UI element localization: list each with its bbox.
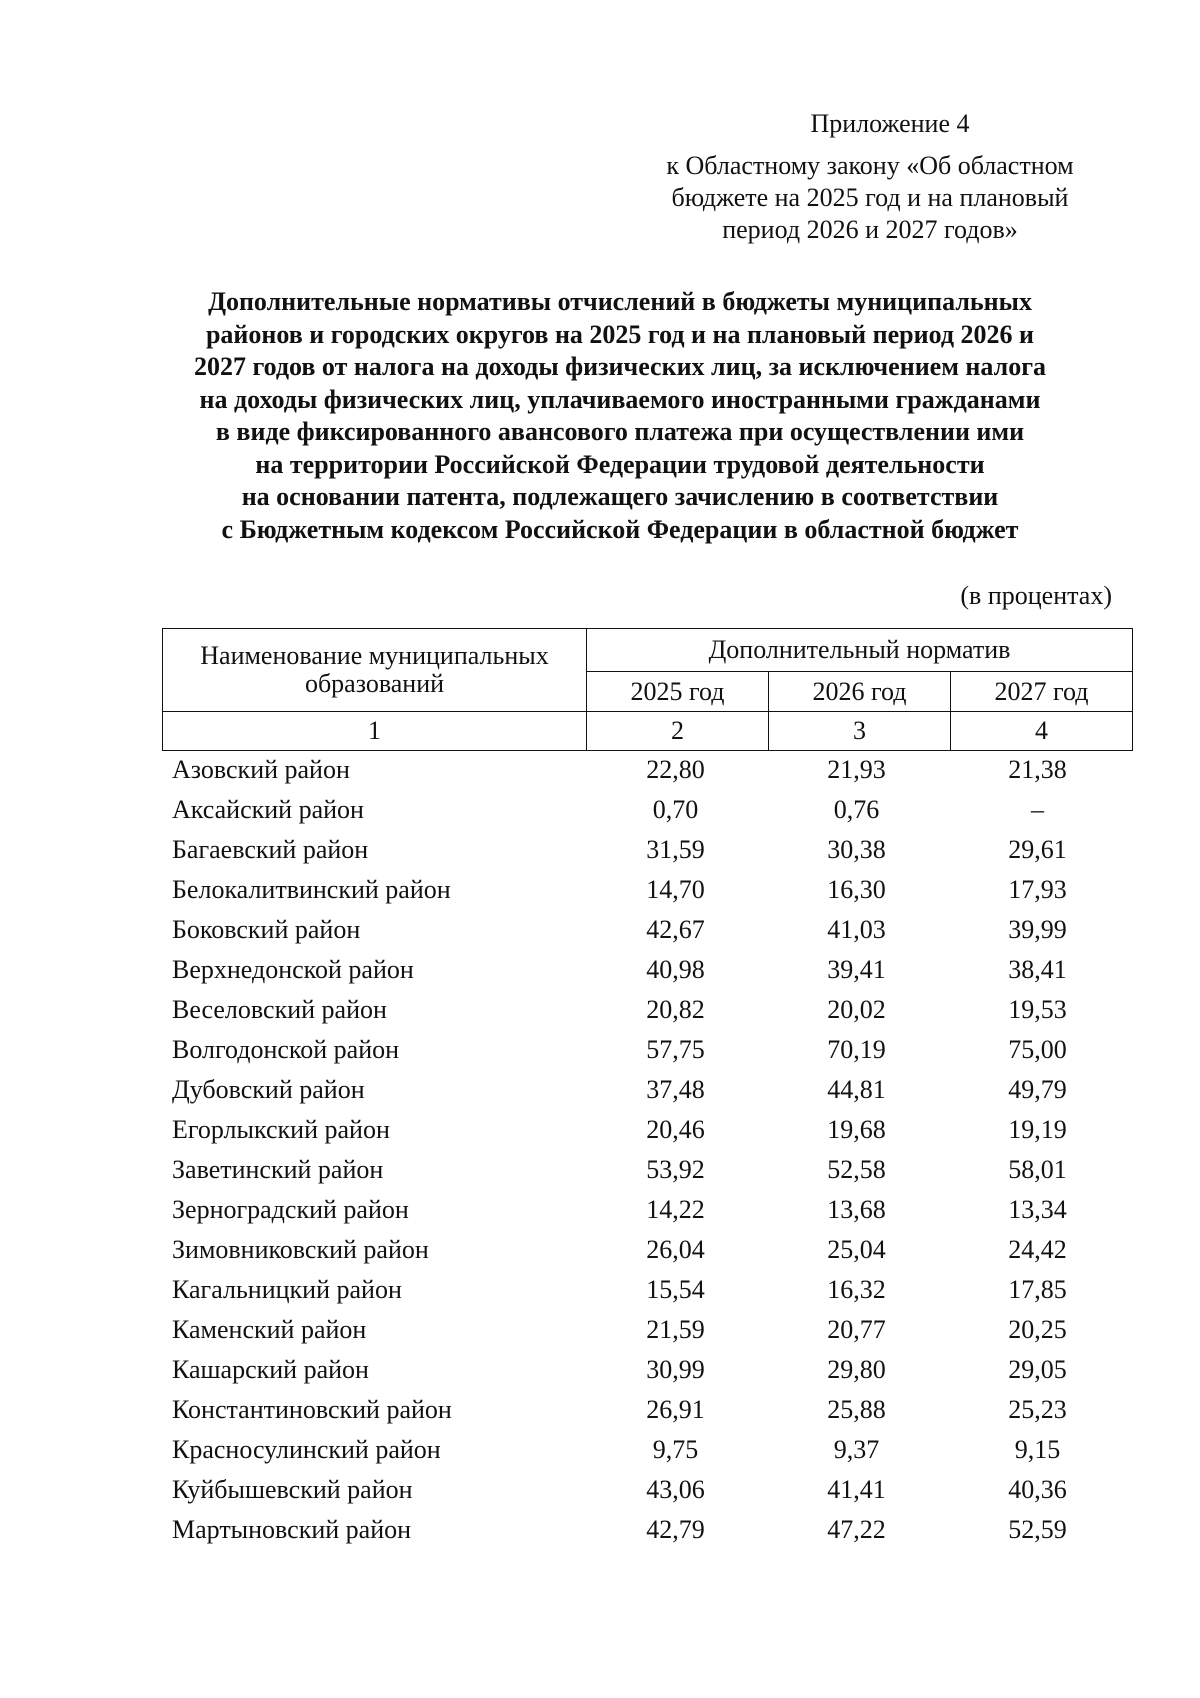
header-year-2027: 2027 год bbox=[951, 672, 1133, 712]
value-2025: 15,54 bbox=[646, 1275, 705, 1304]
value-2026: 39,41 bbox=[827, 955, 886, 984]
row-name: Куйбышевский район bbox=[172, 1475, 413, 1504]
table-row bbox=[162, 950, 1128, 990]
header-name-label: Наименование муниципальных образований bbox=[200, 641, 549, 698]
value-2027: 29,61 bbox=[1008, 835, 1067, 864]
row-name: Багаевский район bbox=[172, 835, 369, 864]
row-name: Волгодонской район bbox=[172, 1035, 400, 1064]
row-name: Дубовский район bbox=[172, 1075, 365, 1104]
value-2026: 52,58 bbox=[827, 1155, 886, 1184]
row-name: Зерноградский район bbox=[172, 1195, 409, 1224]
row-name: Заветинский район bbox=[172, 1155, 384, 1184]
value-2026: 20,02 bbox=[827, 995, 886, 1024]
value-2026: 13,68 bbox=[827, 1195, 886, 1224]
row-name: Азовский район bbox=[172, 755, 350, 784]
value-2025: 57,75 bbox=[646, 1035, 705, 1064]
value-2027: 38,41 bbox=[1008, 955, 1067, 984]
table-row bbox=[162, 1430, 1128, 1470]
value-2026: 41,41 bbox=[827, 1475, 886, 1504]
row-name: Кашарский район bbox=[172, 1355, 369, 1384]
value-2026: 9,37 bbox=[833, 1435, 880, 1464]
value-2027: 75,00 bbox=[1008, 1035, 1067, 1064]
header-year-2025: 2025 год bbox=[587, 672, 769, 712]
value-2026: 0,76 bbox=[833, 795, 880, 824]
value-2027: – bbox=[1031, 795, 1044, 824]
value-2026: 30,38 bbox=[827, 835, 886, 864]
value-2026: 16,30 bbox=[827, 875, 886, 904]
row-name: Белокалитвинский район bbox=[172, 875, 451, 904]
value-2027: 9,15 bbox=[1014, 1435, 1061, 1464]
value-2025: 40,98 bbox=[646, 955, 705, 984]
column-number: 1 bbox=[163, 712, 587, 751]
table-row bbox=[162, 1150, 1128, 1190]
document-heading bbox=[130, 286, 1110, 546]
value-2027: 49,79 bbox=[1008, 1075, 1067, 1104]
table-row bbox=[162, 830, 1128, 870]
value-2025: 21,59 bbox=[646, 1315, 705, 1344]
row-name: Веселовский район bbox=[172, 995, 387, 1024]
value-2026: 19,68 bbox=[827, 1115, 886, 1144]
row-name: Каменский район bbox=[172, 1315, 367, 1344]
value-2025: 0,70 bbox=[652, 795, 699, 824]
value-2025: 42,79 bbox=[646, 1515, 705, 1544]
table-row bbox=[162, 1030, 1128, 1070]
table-row bbox=[162, 1350, 1128, 1390]
value-2027: 20,25 bbox=[1008, 1315, 1067, 1344]
row-name: Егорлыкский район bbox=[172, 1115, 390, 1144]
value-2027: 39,99 bbox=[1008, 915, 1067, 944]
value-2026: 25,88 bbox=[827, 1395, 886, 1424]
appendix-title: Приложение 4 bbox=[810, 109, 970, 138]
column-number: 4 bbox=[951, 712, 1133, 751]
value-2026: 20,77 bbox=[827, 1315, 886, 1344]
value-2026: 70,19 bbox=[827, 1035, 886, 1064]
value-2025: 42,67 bbox=[646, 915, 705, 944]
table-row bbox=[162, 1390, 1128, 1430]
row-name: Мартыновский район bbox=[172, 1515, 412, 1544]
value-2027: 29,05 bbox=[1008, 1355, 1067, 1384]
heading-line: с Бюджетным кодексом Российской Федерации в областной бюджет bbox=[221, 514, 1019, 544]
heading-line: в виде фиксированного авансового платежа при осуществлении ими bbox=[215, 417, 1025, 446]
units-note: (в процентах) bbox=[960, 581, 1112, 610]
value-2026: 25,04 bbox=[827, 1235, 886, 1264]
value-2027: 24,42 bbox=[1008, 1235, 1067, 1264]
value-2027: 58,01 bbox=[1008, 1155, 1067, 1184]
value-2025: 37,48 bbox=[646, 1075, 705, 1104]
row-name: Кагальницкий район bbox=[172, 1275, 402, 1304]
row-name: Константиновский район bbox=[172, 1395, 452, 1424]
column-number: 2 bbox=[587, 712, 769, 751]
value-2025: 30,99 bbox=[646, 1355, 705, 1384]
header-name-cell bbox=[163, 629, 587, 712]
table-row bbox=[162, 1470, 1128, 1510]
value-2027: 17,85 bbox=[1008, 1275, 1067, 1304]
table-row bbox=[162, 1270, 1128, 1310]
value-2025: 31,59 bbox=[646, 835, 705, 864]
row-name: Аксайский район bbox=[172, 795, 364, 824]
appendix-line: к Областному закону «Об областном bbox=[666, 151, 1074, 180]
heading-line: на территории Российской Федерации трудовой деятельности bbox=[255, 449, 985, 479]
value-2025: 26,04 bbox=[646, 1235, 705, 1264]
value-2025: 53,92 bbox=[646, 1155, 705, 1184]
value-2027: 40,36 bbox=[1008, 1475, 1067, 1504]
value-2027: 13,34 bbox=[1008, 1195, 1067, 1224]
value-2025: 22,80 bbox=[646, 755, 705, 784]
appendix-line: бюджете на 2025 год и на плановый bbox=[671, 183, 1069, 212]
value-2025: 43,06 bbox=[646, 1475, 705, 1504]
value-2027: 19,53 bbox=[1008, 995, 1067, 1024]
table-body bbox=[162, 750, 1128, 1550]
value-2025: 20,82 bbox=[646, 995, 705, 1024]
value-2026: 21,93 bbox=[827, 755, 886, 784]
header-group-cell: Дополнительный норматив bbox=[587, 629, 1133, 672]
table-row bbox=[162, 910, 1128, 950]
table-row bbox=[162, 1110, 1128, 1150]
table-row bbox=[162, 1230, 1128, 1270]
heading-line: Дополнительные нормативы отчислений в бюджеты муниципальных bbox=[208, 287, 1032, 316]
table-row bbox=[162, 1310, 1128, 1350]
value-2027: 25,23 bbox=[1008, 1395, 1067, 1424]
value-2025: 20,46 bbox=[646, 1115, 705, 1144]
table-row bbox=[162, 790, 1128, 830]
value-2027: 17,93 bbox=[1008, 875, 1067, 904]
value-2026: 16,32 bbox=[827, 1275, 886, 1304]
column-number: 3 bbox=[769, 712, 951, 751]
heading-line: 2027 годов от налога на доходы физических лиц, за исключением налога bbox=[193, 352, 1047, 381]
table-row bbox=[162, 1510, 1128, 1550]
header-year-2026: 2026 год bbox=[769, 672, 951, 712]
value-2025: 26,91 bbox=[646, 1395, 705, 1424]
table-row bbox=[162, 1070, 1128, 1110]
row-name: Боковский район bbox=[172, 915, 361, 944]
value-2026: 44,81 bbox=[827, 1075, 886, 1104]
table-header bbox=[162, 628, 1133, 751]
appendix-block bbox=[620, 108, 1120, 246]
value-2025: 14,70 bbox=[646, 875, 705, 904]
table-row bbox=[162, 750, 1128, 790]
value-2026: 47,22 bbox=[827, 1515, 886, 1544]
value-2025: 9,75 bbox=[652, 1435, 699, 1464]
value-2026: 41,03 bbox=[827, 915, 886, 944]
table-row bbox=[162, 990, 1128, 1030]
appendix-line: период 2026 и 2027 годов» bbox=[722, 215, 1018, 244]
value-2027: 52,59 bbox=[1008, 1515, 1067, 1544]
row-name: Верхнедонской район bbox=[172, 955, 414, 984]
row-name: Красносулинский район bbox=[172, 1435, 441, 1464]
value-2027: 21,38 bbox=[1008, 755, 1067, 784]
value-2026: 29,80 bbox=[827, 1355, 886, 1384]
table-row bbox=[162, 870, 1128, 910]
table-row bbox=[162, 1190, 1128, 1230]
heading-line: на доходы физических лиц, уплачиваемого иностранными гражданами bbox=[199, 384, 1041, 414]
row-name: Зимовниковский район bbox=[172, 1235, 429, 1264]
heading-line: районов и городских округов на 2025 год и на плановый период 2026 и bbox=[205, 319, 1035, 349]
heading-line: на основании патента, подлежащего зачислению в соответствии bbox=[241, 482, 999, 511]
value-2025: 14,22 bbox=[646, 1195, 705, 1224]
value-2027: 19,19 bbox=[1008, 1115, 1067, 1144]
